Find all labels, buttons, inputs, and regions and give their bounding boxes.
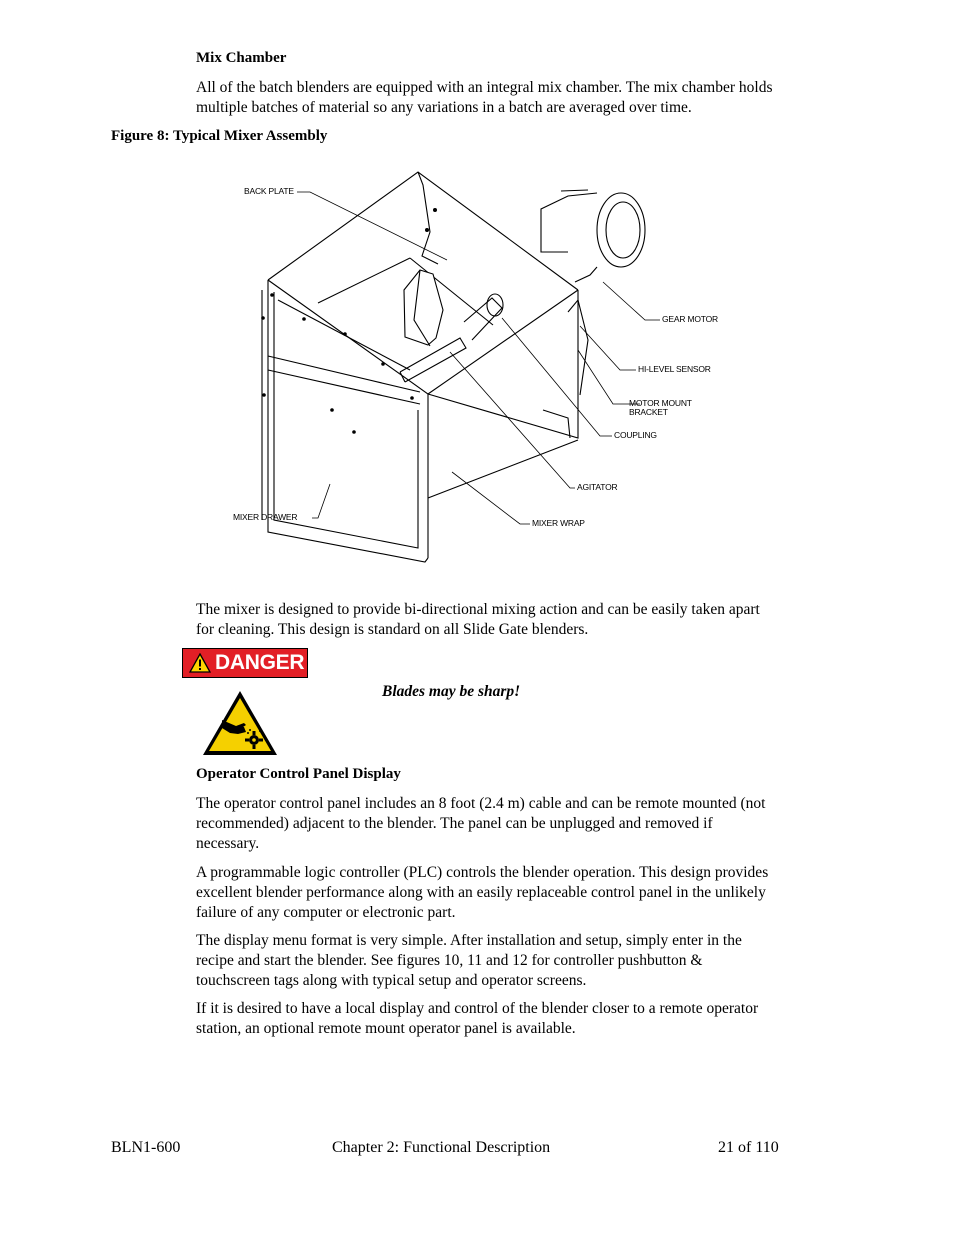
label-agitator: AGITATOR	[577, 482, 618, 492]
label-mixer-drawer: MIXER DRAWER	[233, 512, 298, 522]
text-line: multiple batches of material so any variations in a batch are averaged over time.	[196, 99, 692, 116]
text-line: for cleaning. This design is standard on all Slide Gate blenders.	[196, 621, 589, 638]
text-line: recommended) adjacent to the blender. The panel can be unplugged and removed if	[196, 815, 713, 832]
warning-triangle-icon	[189, 653, 211, 673]
footer-page-number: 21 of 110	[718, 1139, 779, 1156]
operator-panel-paragraph-2	[196, 863, 768, 923]
label-motor-mount-bracket: BRACKET	[629, 407, 668, 417]
operator-panel-paragraph-4	[196, 999, 758, 1039]
section-heading-mix-chamber: Mix Chamber	[196, 50, 287, 66]
text-line: excellent blender performance along with an easily replaceable control panel in the unlikely	[196, 884, 766, 901]
text-line: failure of any computer or electronic part.	[196, 904, 456, 921]
operator-panel-paragraph-3	[196, 931, 742, 991]
label-hi-level-sensor: HI-LEVEL SENSOR	[638, 364, 711, 374]
mixer-paragraph	[196, 600, 760, 640]
footer-chapter: Chapter 2: Functional Description	[332, 1139, 551, 1156]
text-line: A programmable logic controller (PLC) controls the blender operation. This design provides	[196, 864, 769, 881]
operator-panel-paragraph-1	[196, 794, 765, 854]
text-line: The mixer is designed to provide bi-directional mixing action and can be easily taken apart	[196, 601, 760, 618]
danger-badge	[182, 648, 308, 678]
blade-hazard-icon	[200, 688, 280, 758]
text-line: station, an optional remote mount operator panel is available.	[196, 1020, 576, 1037]
label-back-plate: BACK PLATE	[244, 186, 294, 196]
text-line: necessary.	[196, 835, 260, 852]
label-motor-mount: MOTOR MOUNT	[629, 398, 692, 408]
danger-warning-text: Blades may be sharp!	[382, 683, 521, 700]
text-line: All of the batch blenders are equipped with an integral mix chamber. The mix chamber holds	[196, 79, 773, 96]
danger-label: DANGER	[215, 651, 305, 674]
section-heading-operator-panel: Operator Control Panel Display	[196, 766, 401, 782]
label-mixer-wrap: MIXER WRAP	[532, 518, 585, 528]
text-line: If it is desired to have a local display and control of the blender closer to a remote operator	[196, 1000, 759, 1017]
label-coupling: COUPLING	[614, 430, 657, 440]
text-line: recipe and start the blender. See figures 10, 11 and 12 for controller pushbutton &	[196, 952, 703, 969]
footer-doc-id: BLN1-600	[111, 1139, 181, 1156]
text-line: The operator control panel includes an 8 foot (2.4 m) cable and can be remote mounted (not	[196, 795, 766, 812]
text-line: The display menu format is very simple. After installation and setup, simply enter in the	[196, 932, 742, 949]
label-gear-motor: GEAR MOTOR	[662, 314, 718, 324]
figure-caption: Figure 8: Typical Mixer Assembly	[111, 128, 328, 144]
mixer-assembly-drawing	[0, 0, 954, 600]
text-line: touchscreen tags along with typical setup and operator screens.	[196, 972, 587, 989]
